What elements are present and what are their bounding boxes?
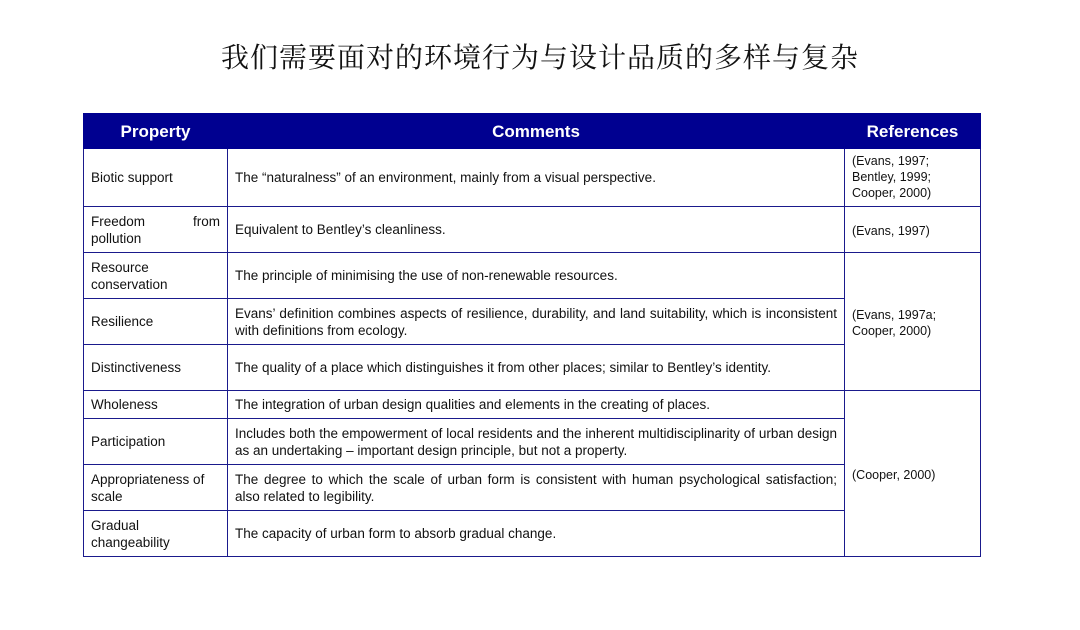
property-cell: Participation: [84, 419, 228, 465]
comment-cell: The integration of urban design qualities and elements in the creating of places.: [228, 391, 845, 419]
property-cell: Appropriateness of scale: [84, 465, 228, 511]
table-row: [84, 149, 981, 207]
comment-cell: Evans’ definition combines aspects of resilience, durability, and land suitability, which is inconsistent with definitions from ecology.: [228, 299, 845, 345]
comment-cell: The capacity of urban form to absorb gradual change.: [228, 511, 845, 557]
property-cell: Wholeness: [84, 391, 228, 419]
property-cell: Biotic support: [84, 149, 228, 207]
page-title: 我们需要面对的环境行为与设计品质的多样与复杂: [220, 41, 859, 74]
comment-cell: The “naturalness” of an environment, mainly from a visual perspective.: [228, 149, 845, 207]
reference-cell: (Cooper, 2000): [845, 391, 981, 557]
comment-cell: The principle of minimising the use of non-renewable resources.: [228, 253, 845, 299]
comment-cell: The degree to which the scale of urban form is consistent with human psychological satisfaction; also related to legibility.: [228, 465, 845, 511]
property-table: [83, 113, 980, 557]
comment-cell: Includes both the empowerment of local residents and the inherent multidisciplinarity of urban design as an undertaking – important design principle, but not a property.: [228, 419, 845, 465]
table-row: [84, 391, 981, 419]
property-cell: Gradual changeability: [84, 511, 228, 557]
reference-cell: (Evans, 1997; Bentley, 1999; Cooper, 2000): [845, 149, 981, 207]
reference-cell: (Evans, 1997a; Cooper, 2000): [845, 253, 981, 391]
header-property: Property: [84, 114, 228, 149]
table-row: [84, 207, 981, 253]
property-cell-word: from: [193, 213, 220, 229]
comment-cell: The quality of a place which distinguishes it from other places; similar to Bentley’s identity.: [228, 345, 845, 391]
property-cell: Resilience: [84, 299, 228, 345]
header-comments: Comments: [228, 114, 845, 149]
property-cell-word: pollution: [91, 230, 142, 246]
property-cell-word: Freedom: [91, 213, 146, 229]
property-cell: Resource conservation: [84, 253, 228, 299]
property-cell: [84, 207, 228, 253]
table-row: [84, 253, 981, 299]
property-cell: Distinctiveness: [84, 345, 228, 391]
reference-cell: (Evans, 1997): [845, 207, 981, 253]
header-references: References: [845, 114, 981, 149]
comment-cell: Equivalent to Bentley’s cleanliness.: [228, 207, 845, 253]
table-header-row: [84, 114, 981, 149]
